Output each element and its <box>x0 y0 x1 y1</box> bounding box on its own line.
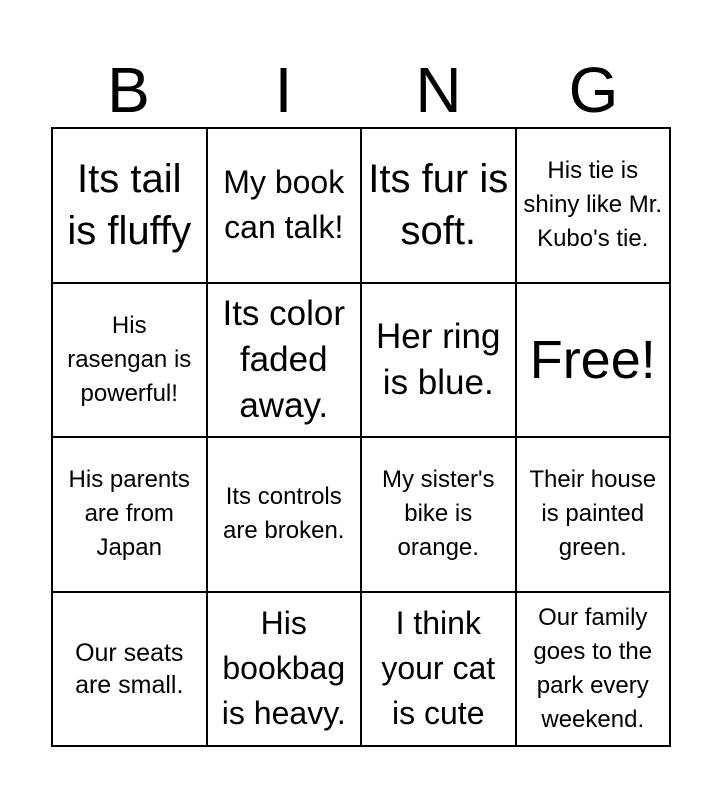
bingo-cell[interactable] <box>208 593 363 748</box>
bingo-grid <box>51 127 671 747</box>
bingo-cell[interactable] <box>53 438 208 593</box>
bingo-cell[interactable] <box>362 593 517 748</box>
free-space-cell[interactable] <box>517 284 672 439</box>
cell-text: Our seats are small. <box>75 638 184 699</box>
cell-text: Their house is painted green. <box>529 466 657 562</box>
cell-text: Its fur is soft. <box>368 157 509 254</box>
bingo-cell[interactable] <box>362 438 517 593</box>
bingo-cell[interactable] <box>208 129 363 284</box>
bingo-cell[interactable] <box>53 593 208 748</box>
bingo-cell[interactable] <box>53 284 208 439</box>
bingo-cell[interactable] <box>362 284 517 439</box>
cell-text: I think your cat is cute <box>381 605 496 732</box>
bingo-header <box>51 52 671 128</box>
cell-text: Its controls are broken. <box>223 483 345 545</box>
cell-text: Its color faded away. <box>222 293 346 425</box>
bingo-cell[interactable] <box>517 593 672 748</box>
cell-text: My book can talk! <box>223 164 345 246</box>
cell-text: Our family goes to the park every weekend. <box>533 603 653 733</box>
bingo-cell[interactable] <box>208 438 363 593</box>
header-letter-b: B <box>107 54 150 126</box>
free-space-label: Free! <box>529 329 656 390</box>
bingo-cell[interactable] <box>517 129 672 284</box>
cell-text: Her ring is blue. <box>376 316 501 402</box>
bingo-cell[interactable] <box>208 284 363 439</box>
header-letter-g: G <box>568 54 619 126</box>
cell-text: His rasengan is powerful! <box>67 311 192 407</box>
bingo-cell[interactable] <box>53 129 208 284</box>
cell-text: My sister's bike is orange. <box>381 466 495 562</box>
bingo-cell[interactable] <box>362 129 517 284</box>
cell-text: His tie is shiny like Mr. Kubo's tie. <box>523 157 663 253</box>
cell-text: Its tail is fluffy <box>67 157 192 254</box>
header-letter-n: N <box>415 54 462 126</box>
cell-text: His bookbag is heavy. <box>221 605 346 732</box>
bingo-cell[interactable] <box>517 438 672 593</box>
header-letter-i: I <box>274 54 293 126</box>
cell-text: His parents are from Japan <box>68 466 190 562</box>
